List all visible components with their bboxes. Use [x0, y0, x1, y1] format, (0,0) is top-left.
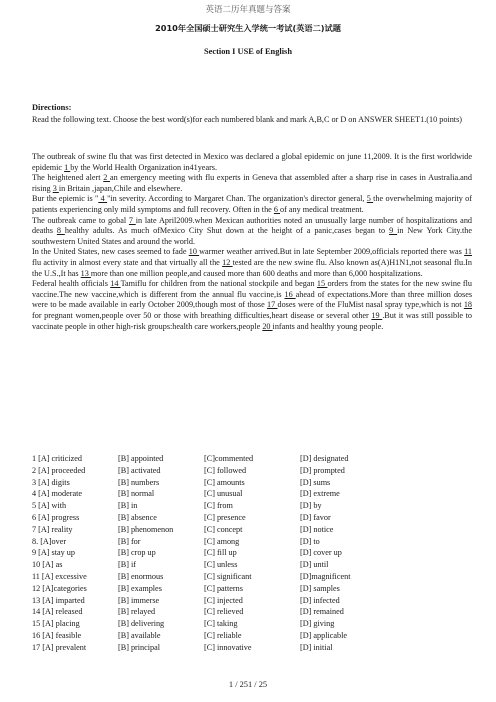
option-choice: [D] by [300, 501, 322, 511]
option-choice: [B] principal [118, 642, 161, 652]
option-choice: [C]commented [204, 454, 254, 463]
option-choice: 16 [A] feasible [32, 630, 82, 640]
cloze-blank: 15 [316, 279, 328, 289]
cloze-blank: 8 [56, 226, 65, 236]
option-choice: [D] until [300, 560, 329, 570]
exam-title: 2010年全国硕士研究生入学统一考试(英语二)试题 [155, 23, 341, 33]
option-row [32, 571, 472, 583]
option-choice: [D] samples [300, 583, 340, 593]
cloze-blank: 5 [366, 194, 374, 204]
option-choice: 4 [A] moderate [32, 489, 83, 499]
option-choice: [D] cover up [300, 548, 342, 558]
passage-text: in Britain ,japan,Chile and elsewhere. [58, 183, 183, 193]
option-choice: [C] injected [204, 595, 243, 605]
option-choice: [C] reliable [204, 630, 242, 640]
option-choice: [D]magnificent [300, 571, 351, 581]
option-choice: [B] available [118, 630, 161, 640]
option-row [32, 477, 472, 489]
option-choice: 3 [A] digits [32, 477, 70, 487]
passage-text: ahead of expectations.More than three million doses were to be made available in early October 2009,though most of those [32, 289, 473, 310]
option-choice: [D] infected [300, 595, 340, 605]
passage-text: orders from the states for the new swine flu vaccine.The new vaccine,which is different from the annual flu vaccine,is [32, 279, 472, 299]
cloze-passage [32, 152, 472, 332]
option-choice: 13 [A] imparted [32, 595, 85, 605]
option-choice: 5 [A] with [32, 501, 67, 511]
option-choice: [B] in [118, 501, 138, 511]
option-row [32, 630, 472, 642]
passage-text: Federal health officials [32, 279, 111, 289]
cloze-blank: 11 [464, 247, 472, 257]
answer-options [32, 453, 472, 654]
option-choice: [D] designated [300, 454, 349, 463]
option-choice: [D] sums [300, 477, 331, 487]
option-choice: [B] appointed [118, 454, 164, 463]
option-row [32, 465, 472, 477]
option-choice: [C] taking [204, 619, 238, 629]
option-choice: [B] if [118, 560, 136, 570]
option-choice: [C] patterns [204, 583, 243, 593]
option-choice: [B] phenomenon [118, 524, 174, 534]
option-choice: [D] remained [300, 607, 344, 617]
cloze-blank: 10 [188, 247, 200, 257]
option-row [32, 606, 472, 618]
passage-text: Bur the epiemic is " [32, 194, 99, 204]
passage-paragraph [32, 279, 472, 332]
option-choice: [C] among [204, 536, 240, 546]
option-choice: 9 [A] stay up [32, 548, 75, 558]
option-choice: 6 [A] progress [32, 512, 80, 522]
passage-text: The outbreak came to gobal [32, 215, 129, 225]
option-choice: [D] prompted [300, 465, 345, 475]
cloze-blank: 3 [52, 183, 59, 193]
cloze-blank: 9 [389, 226, 398, 236]
option-choice: [C] from [204, 501, 233, 511]
option-choice: [B] immerse [118, 595, 160, 605]
option-choice: [C] followed [204, 465, 247, 475]
cloze-blank: 19 [371, 310, 383, 320]
option-choice: [B] enormous [118, 571, 164, 581]
option-choice: [C] amounts [204, 477, 245, 487]
passage-text: by the World Health Organization in41years. [70, 162, 218, 172]
option-choice: 2 [A] proceeded [32, 465, 86, 475]
option-choice: [D] initial [300, 642, 333, 652]
option-choice: [C] innovative [204, 642, 252, 652]
passage-paragraph [32, 194, 472, 215]
option-choice: [B] numbers [118, 477, 160, 487]
option-choice: 15 [A] placing [32, 619, 80, 629]
directions-label: Directions: [32, 103, 72, 112]
option-choice: [B] normal [118, 489, 155, 499]
option-row [32, 583, 472, 595]
option-row [32, 559, 472, 571]
passage-text: an emergency meeting with flu experts in Geneva that assembled after a sharp rise in cases in Australia.and rising [32, 173, 472, 193]
cloze-blank: 4 [98, 194, 108, 204]
passage-text: infants and healthy young people. [272, 321, 384, 331]
cloze-blank: 13 [80, 268, 91, 278]
option-choice: [C] unusual [204, 489, 243, 499]
option-choice: [B] examples [118, 583, 162, 593]
cloze-blank: 14 [110, 279, 121, 289]
option-row [32, 618, 472, 630]
option-row [32, 642, 472, 654]
passage-text: The outbreak of swine flu that was first detected in Mexico was declared a global epidemic on june 11,2009. It is the first worldwide epidemic [32, 152, 472, 172]
cloze-blank: 17 [267, 300, 278, 310]
cloze-blank: 12 [222, 257, 233, 267]
option-choice: [B] for [118, 536, 141, 546]
passage-paragraph [32, 173, 472, 194]
passage-text: in late April2009.when Mexican authorities noted an unusually large number of hospitalizations and deaths [32, 215, 473, 236]
option-choice: [D] notice [300, 524, 334, 534]
option-choice: [D] extreme [300, 489, 340, 499]
passage-text: The heightened alert [32, 173, 104, 183]
page-number: 1 / 251 / 25 [228, 680, 268, 689]
option-row [32, 488, 472, 500]
option-choice: 10 [A] as [32, 560, 63, 570]
option-choice: 8. [A]over [32, 536, 67, 546]
passage-text: more than one million people,and caused more than 600 deaths and more than 6,000 hospitalizations. [90, 268, 423, 278]
page-header: 英语二历年真题与答案 [205, 4, 291, 14]
passage-text: In the United States, new cases seemed to fade [32, 247, 189, 257]
passage-text: of any medical treatment. [280, 204, 364, 214]
passage-text: .But it was still possible to vaccinate people in other high-risk groups:health care workers,people [32, 310, 472, 331]
option-choice: [C] fill up [204, 548, 237, 558]
cloze-blank: 20 [262, 321, 273, 331]
option-choice: [D] to [300, 536, 320, 546]
option-choice: 11 [A] excessive [32, 571, 87, 581]
passage-text: healthy adults. As much ofMexico City Shut down at the height of a panic,cases began to [64, 226, 390, 236]
option-choice: 17 [A] prevalent [32, 642, 87, 652]
cloze-blank: 6 [273, 204, 280, 214]
passage-text: the overwhelming majority of patients experiencing only mild symptoms and full recovery. Often in the [32, 194, 472, 214]
option-choice: [C] presence [204, 512, 246, 522]
option-choice: [D] giving [300, 619, 335, 629]
option-choice: 14 [A] released [32, 607, 83, 617]
cloze-blank: 7 [128, 215, 136, 225]
option-choice: [C] concept [204, 524, 243, 534]
option-choice: [B] absence [118, 512, 157, 522]
option-choice: [C] significant [204, 571, 252, 581]
passage-paragraph [32, 216, 472, 248]
passage-text: flu activity in almost every state and that virtually all the [32, 257, 223, 267]
directions-text: Read the following text. Choose the best word(s)for each numbered blank and mark A,B,C or D on ANSWER SHEET1.(10 points) [32, 115, 462, 124]
passage-text: "in severity. According to Margaret Chan. The organization's director general, [107, 194, 367, 204]
option-choice: [B] relayed [118, 607, 156, 617]
option-choice: [C] unless [204, 560, 238, 570]
option-choice: 7 [A] reality [32, 524, 73, 534]
option-row [32, 536, 472, 548]
option-choice: [C] relieved [204, 607, 244, 617]
passage-text: tested are the new swine flu. Also known as(A)H1N1,not seasonal flu.In the U.S.,It has [32, 257, 472, 278]
option-choice: 1 [A] criticized [32, 454, 83, 463]
passage-text: for pregnant women,people over 50 or those with breathing difficulties,heart disease or several other [32, 310, 372, 320]
option-row [32, 524, 472, 536]
section-title: Section I USE of English [204, 47, 292, 56]
option-row [32, 512, 472, 524]
option-row [32, 595, 472, 607]
option-row [32, 500, 472, 512]
passage-text: Tamiflu for children from the national stockpile and began [120, 279, 317, 289]
option-choice: [D] favor [300, 512, 331, 522]
passage-paragraph [32, 247, 472, 279]
passage-text: in New York City.the southwestern United States and around the world. [32, 226, 473, 246]
option-choice: [B] crop up [118, 548, 156, 558]
option-choice: [B] delivering [118, 619, 165, 629]
passage-text: warmer weather arrived.But in late September 2009,officials reported there was [199, 247, 465, 257]
passage-text: doses were of the FluMist nasal spray type,which is not [277, 300, 464, 310]
passage-paragraph [32, 152, 472, 173]
option-row [32, 547, 472, 559]
cloze-blank: 1 [64, 162, 71, 172]
option-choice: [D] applicable [300, 630, 348, 640]
option-row [32, 453, 472, 465]
cloze-blank: 2 [103, 173, 110, 183]
cloze-blank: 18 [463, 300, 473, 310]
cloze-blank: 16 [284, 289, 296, 299]
option-choice: 12 [A]categories [32, 583, 87, 593]
option-choice: [B] activated [118, 465, 161, 475]
